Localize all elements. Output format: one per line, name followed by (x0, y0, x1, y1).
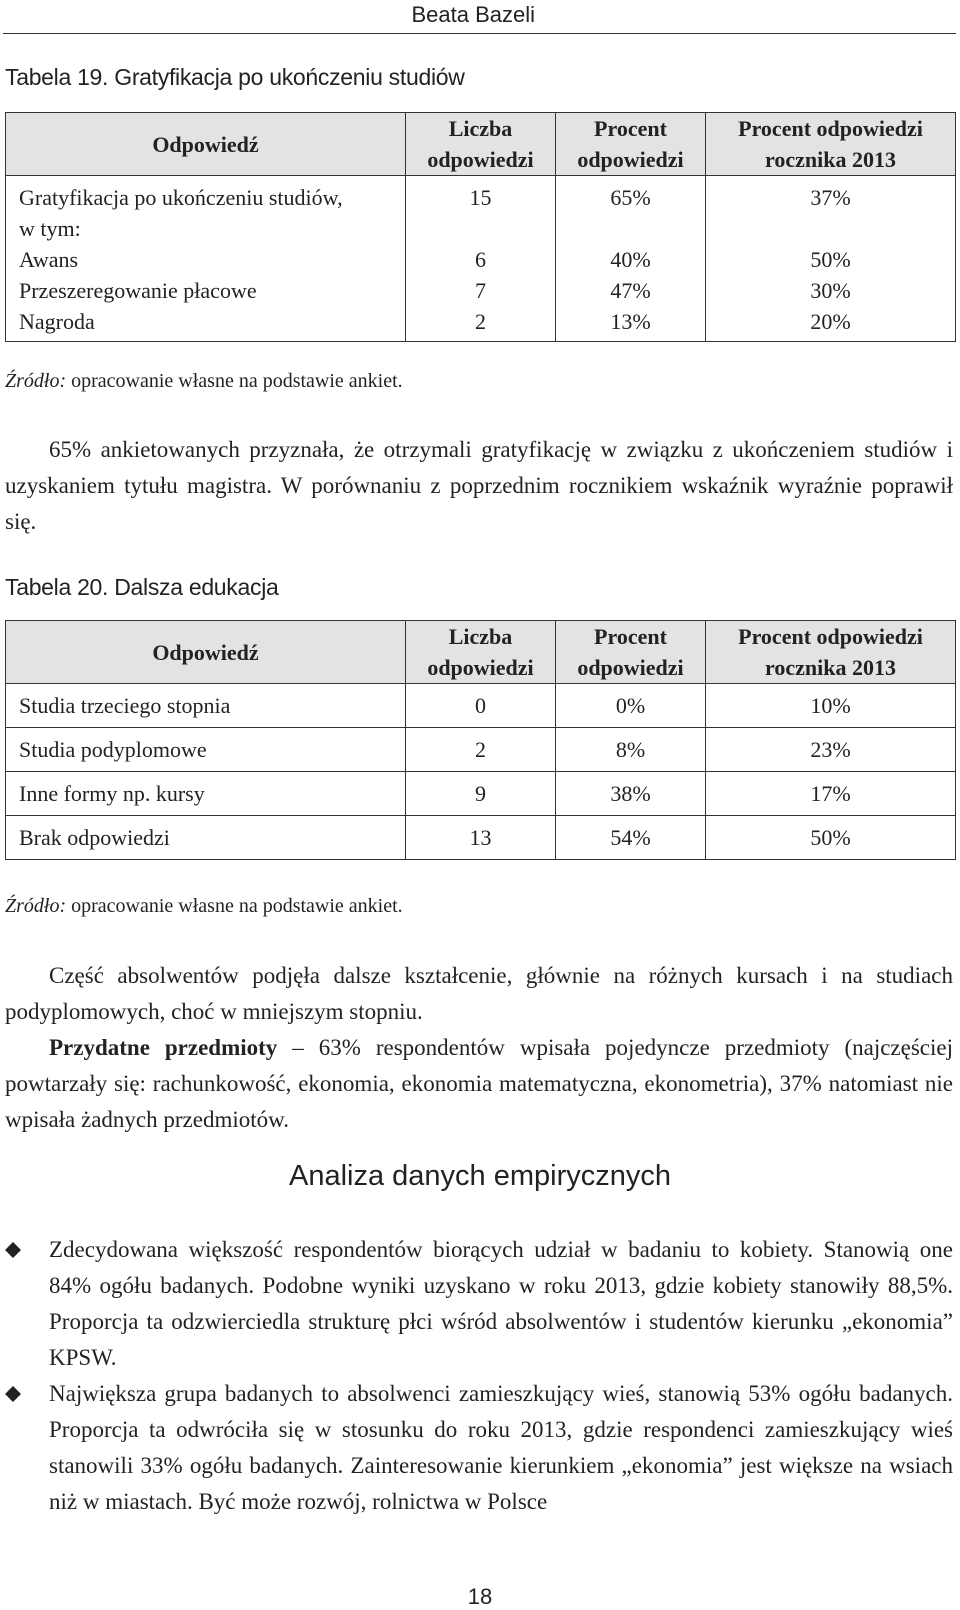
running-header (0, 0, 960, 36)
table-cell: 8% (556, 728, 706, 772)
table-cell: 13% (610, 309, 651, 334)
table-cell: Przeszeregowanie płacowe (19, 278, 257, 303)
table20-header-answer: Odpowiedź (6, 621, 406, 684)
table20-caption: Tabela 20. Dalsza edukacja (5, 574, 279, 600)
table19-counts-cell (406, 176, 556, 342)
table-cell: 7 (475, 278, 486, 303)
table-row (6, 816, 956, 860)
table-cell: Studia podyplomowe (6, 728, 406, 772)
diamond-bullet-icon (5, 1386, 21, 1402)
source-label: Źródło: (5, 370, 67, 392)
table20-header-count: Liczba odpowiedzi (406, 621, 556, 684)
table-cell: Studia trzeciego stopnia (6, 684, 406, 728)
table-cell: 40% (610, 247, 651, 272)
page-number: 18 (467, 1584, 493, 1609)
table19-source (5, 370, 403, 393)
header-author: Beata Bazeli (411, 2, 535, 27)
table-cell: 6 (475, 247, 486, 272)
table-cell: 2 (406, 728, 556, 772)
table-cell: 15 (469, 185, 492, 210)
header-rule (3, 33, 956, 34)
paragraph-useful-subjects: Przydatne przedmioty – 63% respondentów wpisała pojedyncze przedmioty (najczęściej powtarzały się: rachunkowość, ekonomia, ekonomia matematyczna, ekonometria), 37% natomiast nie wpisała żadnych przedmiotów. (5, 1035, 953, 1132)
table-cell: 37% (810, 185, 851, 210)
table19-header-answer: Odpowiedź (6, 113, 406, 176)
table-cell: 38% (556, 772, 706, 816)
table19-body-row (6, 176, 956, 342)
source-text: opracowanie własne na podstawie ankiet. (71, 895, 403, 917)
table-cell: Gratyfikacja po ukończeniu studiów, (19, 185, 343, 210)
table-cell: 17% (706, 772, 956, 816)
table-row (6, 772, 956, 816)
table20-source (5, 895, 403, 918)
table-cell: 65% (610, 185, 651, 210)
useful-subjects-term: Przydatne przedmioty (49, 1035, 278, 1060)
table-cell (706, 213, 955, 244)
table19-percents2013-cell (706, 176, 956, 342)
table-cell: Nagroda (19, 309, 95, 334)
table-cell (556, 213, 705, 244)
table19-labels-cell (6, 176, 406, 342)
table-cell: 20% (810, 309, 851, 334)
table-cell: 50% (706, 816, 956, 860)
table-cell: 23% (706, 728, 956, 772)
table19-header-count: Liczba odpowiedzi (406, 113, 556, 176)
table-cell: 13 (406, 816, 556, 860)
table20 (5, 620, 956, 860)
table-cell: 50% (810, 247, 851, 272)
table-cell (406, 213, 555, 244)
table-cell: 0 (406, 684, 556, 728)
paragraph-gratification: 65% ankietowanych przyznała, że otrzymali gratyfikację w związku z ukończeniem studiów i uzyskaniem tytułu magistra. W porównaniu z poprzednim rocznikiem wskaźnik wyraźnie poprawił się. (5, 437, 953, 534)
table20-header-percent-2013: Procent odpowiedzi rocznika 2013 (706, 621, 956, 684)
table19-header-percent: Procent odpowiedzi (556, 113, 706, 176)
table-cell: w tym: (19, 216, 81, 241)
table-cell: Brak odpowiedzi (6, 816, 406, 860)
table-cell: 9 (406, 772, 556, 816)
source-text: opracowanie własne na podstawie ankiet. (71, 370, 403, 392)
table19-caption: Tabela 19. Gratyfikacja po ukończeniu studiów (5, 64, 465, 90)
paragraph-further-education: Część absolwentów podjęła dalsze kształcenie, głównie na różnych kursach i na studiach podyplomowych, choć w mniejszym stopniu. (5, 963, 953, 1024)
list-item: Największa grupa badanych to absolwenci zamieszkujący wieś, stanowią 53% ogółu badanych. Proporcja ta odwróciła się w stosunku do roku 2013, gdzie respondenci zamieszkujący wieś stanowili 33% ogółu badanych. Zainteresowanie kierunkiem „ekonomia” jest większe na wsiach niż w miastach. Być może rozwój, rolnictwa w Polsce (5, 1376, 953, 1520)
table-cell: 54% (556, 816, 706, 860)
table19-header-percent-2013: Procent odpowiedzi rocznika 2013 (706, 113, 956, 176)
section-heading: Analiza danych empirycznych (288, 1160, 671, 1192)
table-cell: Inne formy np. kursy (6, 772, 406, 816)
table-cell: 2 (475, 309, 486, 334)
list-item: Zdecydowana większość respondentów biorących udział w badaniu to kobiety. Stanowią one 84% ogółu badanych. Podobne wyniki uzyskano w roku 2013, gdzie kobiety stanowiły 88,5%. Proporcja ta odzwierciedla strukturę płci wśród absolwentów i studentów kierunku „ekonomia” KPSW. (5, 1232, 953, 1376)
table19-header-row (6, 113, 956, 176)
table-row (6, 684, 956, 728)
table-cell: 10% (706, 684, 956, 728)
table-row (6, 728, 956, 772)
table-cell: 47% (610, 278, 651, 303)
table20-header-row (6, 621, 956, 684)
table20-header-percent: Procent odpowiedzi (556, 621, 706, 684)
table-cell: Awans (19, 247, 79, 272)
source-label: Źródło: (5, 895, 67, 917)
table-cell: 30% (810, 278, 851, 303)
table-cell: 0% (556, 684, 706, 728)
findings-list (5, 1232, 953, 1520)
table19-percents-cell (556, 176, 706, 342)
diamond-bullet-icon (5, 1242, 21, 1258)
table19 (5, 112, 956, 342)
